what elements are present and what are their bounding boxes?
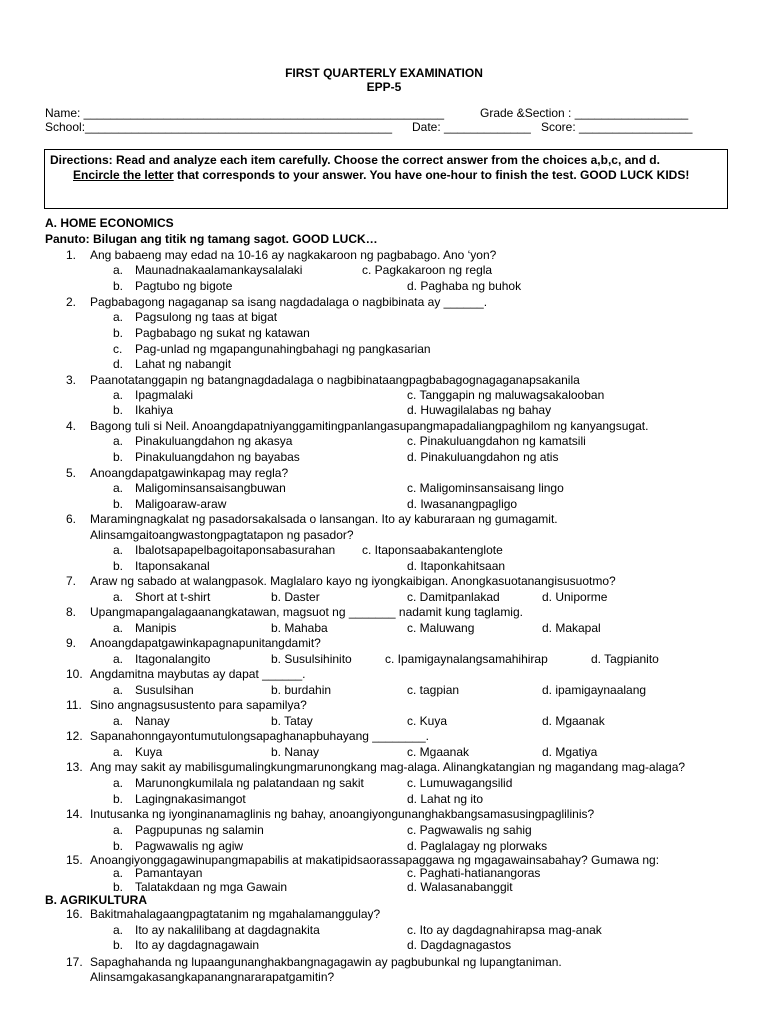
- q7-option-b[interactable]: b. Daster: [271, 590, 320, 604]
- q10-option-b[interactable]: b. burdahin: [271, 683, 332, 697]
- directions-underlined: Encircle the letter: [73, 168, 174, 182]
- q14-option-a[interactable]: a. Pagpupunas ng salamin: [113, 823, 264, 837]
- q15-option-a[interactable]: a. Pamantayan: [113, 866, 203, 880]
- q15-option-b[interactable]: b. Talatakdaan ng mga Gawain: [113, 880, 288, 894]
- section-a-title: A. HOME ECONOMICS: [45, 216, 174, 230]
- q10-option-c[interactable]: c. tagpian: [407, 683, 460, 697]
- question-5: 5. Anoangdapatgawinkapag may regla?: [66, 466, 289, 480]
- q11-option-d[interactable]: d. Mgaanak: [542, 714, 605, 728]
- q3-option-d[interactable]: d. Huwagilalabas ng bahay: [407, 403, 552, 417]
- q12-option-c[interactable]: c. Mgaanak: [407, 745, 470, 759]
- q4-option-b[interactable]: b. Pinakuluangdahon ng bayabas: [113, 450, 300, 464]
- q16-option-b[interactable]: b. Ito ay dagdagnagawain: [113, 938, 260, 952]
- q15-option-c[interactable]: c. Paghati-hatianangoras: [407, 866, 541, 880]
- q9-option-b[interactable]: b. Susulsihinito: [271, 652, 352, 666]
- q7-option-a[interactable]: a. Short at t-shirt: [113, 590, 211, 604]
- school-field[interactable]: School:______________________________________________: [45, 120, 393, 134]
- q4-option-c[interactable]: c. Pinakuluangdahon ng kamatsili: [407, 434, 586, 448]
- q13-option-d[interactable]: d. Lahat ng ito: [407, 792, 484, 806]
- name-field[interactable]: Name: ______________________________________________________: [45, 106, 445, 120]
- question-17: 17. Sapaghahanda ng lupaangunanghakbangnagagawin ay pagbubunkal ng lupangtaniman.: [66, 955, 562, 969]
- q8-option-d[interactable]: d. Makapal: [542, 621, 601, 635]
- directions-line-2: [73, 168, 689, 182]
- question-2: 2. Pagbabagong nagaganap sa isang nagdadalaga o nagbibinata ay ______.: [66, 295, 488, 309]
- question-7: 7. Araw ng sabado at walangpasok. Maglalaro kayo ng iyongkaibigan. Anongkasuotanangisusuotmo?: [66, 574, 616, 588]
- q6-option-c[interactable]: c. Itaponsaabakantenglote: [362, 543, 503, 557]
- q6-option-a[interactable]: a. Ibalotsapapelbagoitaponsabasurahan: [113, 543, 336, 557]
- q11-option-c[interactable]: c. Kuya: [407, 714, 448, 728]
- q3-option-a[interactable]: a. Ipagmalaki: [113, 388, 194, 402]
- q10-option-d[interactable]: d. ipamigaynaalang: [542, 683, 647, 697]
- question-1: 1. Ang babaeng may edad na 10-16 ay nagkakaroon ng pagbabago. Ano ‘yon?: [66, 248, 497, 262]
- q16-option-d[interactable]: d. Dagdagnagastos: [407, 938, 512, 952]
- q16-option-a[interactable]: a. Ito ay nakalilibang at dagdagnakita: [113, 923, 320, 937]
- exam-subject: EPP-5: [366, 80, 402, 94]
- q13-option-a[interactable]: a. Marunongkumilala ng palatandaan ng sakit: [113, 776, 364, 790]
- q12-option-d[interactable]: d. Mgatiya: [542, 745, 598, 759]
- q4-option-d[interactable]: d. Pinakuluangdahon ng atis: [407, 450, 559, 464]
- q11-option-a[interactable]: a. Nanay: [113, 714, 170, 728]
- q12-option-a[interactable]: a. Kuya: [113, 745, 163, 759]
- q7-option-c[interactable]: c. Damitpanlakad: [407, 590, 500, 604]
- q13-option-b[interactable]: b. Lagingnakasimangot: [113, 792, 246, 806]
- q14-option-c[interactable]: c. Pagwawalis ng sahig: [407, 823, 532, 837]
- q5-option-a[interactable]: a. Maligominsansaisangbuwan: [113, 481, 286, 495]
- question-10: 10. Angdamitna maybutas ay dapat ______.: [66, 667, 306, 681]
- q1-option-b[interactable]: b. Pagtubo ng bigote: [113, 279, 233, 293]
- q8-option-b[interactable]: b. Mahaba: [271, 621, 328, 635]
- question-3: 3. Paanotatanggapin ng batangnagdadalaga o nagbibinataangpagbabagognagaganapsakanila: [66, 373, 580, 387]
- q11-option-b[interactable]: b. Tatay: [271, 714, 313, 728]
- q5-option-d[interactable]: d. Iwasanangpagligo: [407, 497, 518, 511]
- question-12: 12. Sapanahonngayontumutulongsapaghanapbuhayang ________.: [66, 729, 429, 743]
- question-14: 14. Inutusanka ng iyonginanamaglinis ng bahay, anoangiyongunanghakbangsamasusingpaglilinis?: [66, 807, 595, 821]
- question-9: 9. Anoangdapatgawinkapagnapunitangdamit?: [66, 636, 321, 650]
- q2-option-b[interactable]: b. Pagbabago ng sukat ng katawan: [113, 326, 310, 340]
- q9-option-c[interactable]: c. Ipamigaynalangsamahihirap: [385, 652, 548, 666]
- section-a-instruction: Panuto: Bilugan ang titik ng tamang sagot. GOOD LUCK…: [45, 232, 378, 246]
- q16-option-c[interactable]: c. Ito ay dagdagnahirapsa mag-anak: [407, 923, 602, 937]
- q1-option-d[interactable]: d. Paghaba ng buhok: [407, 279, 522, 293]
- q8-option-a[interactable]: a. Manipis: [113, 621, 177, 635]
- question-15: 15. Anoangiyonggagawinupangmapabilis at makatipidsaorassapaggawa ng mgagawainsabahay? Gumawa ng:: [66, 853, 660, 867]
- question-16: 16. Bakitmahalagaangpagtatanim ng mgahalamanggulay?: [66, 907, 381, 921]
- q2-option-c[interactable]: c. Pag-unlad ng mgapangunahingbahagi ng pangkasarian: [113, 342, 431, 356]
- date-field[interactable]: Date: _____________: [412, 120, 531, 134]
- q9-option-d[interactable]: d. Tagpianito: [591, 652, 659, 666]
- question-17-line-2: Alinsamgakasangkapanangnararapatgamitin?: [90, 970, 335, 984]
- q2-option-a[interactable]: a. Pagsulong ng taas at bigat: [113, 310, 278, 324]
- directions-rest: that corresponds to your answer. You have one-hour to finish the test. GOOD LUCK KIDS!: [173, 168, 690, 182]
- question-6: 6. Maramingnagkalat ng pasadorsakalsada o lansangan. Ito ay kaburaraan ng gumagamit.: [66, 512, 558, 526]
- q6-option-b[interactable]: b. Itaponsakanal: [113, 559, 210, 573]
- q10-option-a[interactable]: a. Susulsihan: [113, 683, 194, 697]
- q5-option-c[interactable]: c. Maligominsansaisang lingo: [407, 481, 564, 495]
- question-11: 11. Sino angnagsusustento para sapamilya?: [66, 698, 307, 712]
- q4-option-a[interactable]: a. Pinakuluangdahon ng akasya: [113, 434, 293, 448]
- exam-title: FIRST QUARTERLY EXAMINATION: [285, 66, 483, 80]
- directions-line-1: Directions: Read and analyze each item carefully. Choose the correct answer from the choices a,b,c, and d.: [50, 153, 660, 167]
- q1-option-a[interactable]: a. Maunadnakaalamankaysalalaki: [113, 263, 303, 277]
- q14-option-b[interactable]: b. Pagwawalis ng agiw: [113, 839, 244, 853]
- question-13: 13. Ang may sakit ay mabilisgumalingkungmarunongkang mag-alaga. Alinangkatangian ng magandang mag-alaga?: [66, 760, 686, 774]
- q3-option-c[interactable]: c. Tanggapin ng maluwagsakalooban: [407, 388, 605, 402]
- q15-option-d[interactable]: d. Walasanabanggit: [407, 880, 513, 894]
- question-4: 4. Bagong tuli si Neil. Anoangdapatniyanggamitingpanlangasupangmapadaliangpaghilom ng kanyangsugat.: [66, 419, 649, 433]
- question-6-line-2: Alinsamgaitoangwastongpagtatapon ng pasador?: [90, 528, 354, 542]
- q8-option-c[interactable]: c. Maluwang: [407, 621, 475, 635]
- q3-option-b[interactable]: b. Ikahiya: [113, 403, 174, 417]
- q9-option-a[interactable]: a. Itagonalangito: [113, 652, 211, 666]
- q12-option-b[interactable]: b. Nanay: [271, 745, 320, 759]
- q13-option-c[interactable]: c. Lumuwagangsilid: [407, 776, 513, 790]
- q6-option-d[interactable]: d. Itaponkahitsaan: [407, 559, 506, 573]
- q5-option-b[interactable]: b. Maligoaraw-araw: [113, 497, 227, 511]
- question-8: 8. Upangmapangalagaanangkatawan, magsuot ng _______ nadamit kung taglamig.: [66, 605, 523, 619]
- q2-option-d[interactable]: d. Lahat ng nabangit: [113, 357, 232, 371]
- score-field[interactable]: Score: _________________: [541, 120, 693, 134]
- q7-option-d[interactable]: d. Uniporme: [542, 590, 608, 604]
- section-b-title: B. AGRIKULTURA: [45, 893, 147, 907]
- q1-option-c[interactable]: c. Pagkakaroon ng regla: [362, 263, 493, 277]
- grade-section-field[interactable]: Grade &Section : _________________: [480, 106, 689, 120]
- q14-option-d[interactable]: d. Paglalagay ng plorwaks: [407, 839, 548, 853]
